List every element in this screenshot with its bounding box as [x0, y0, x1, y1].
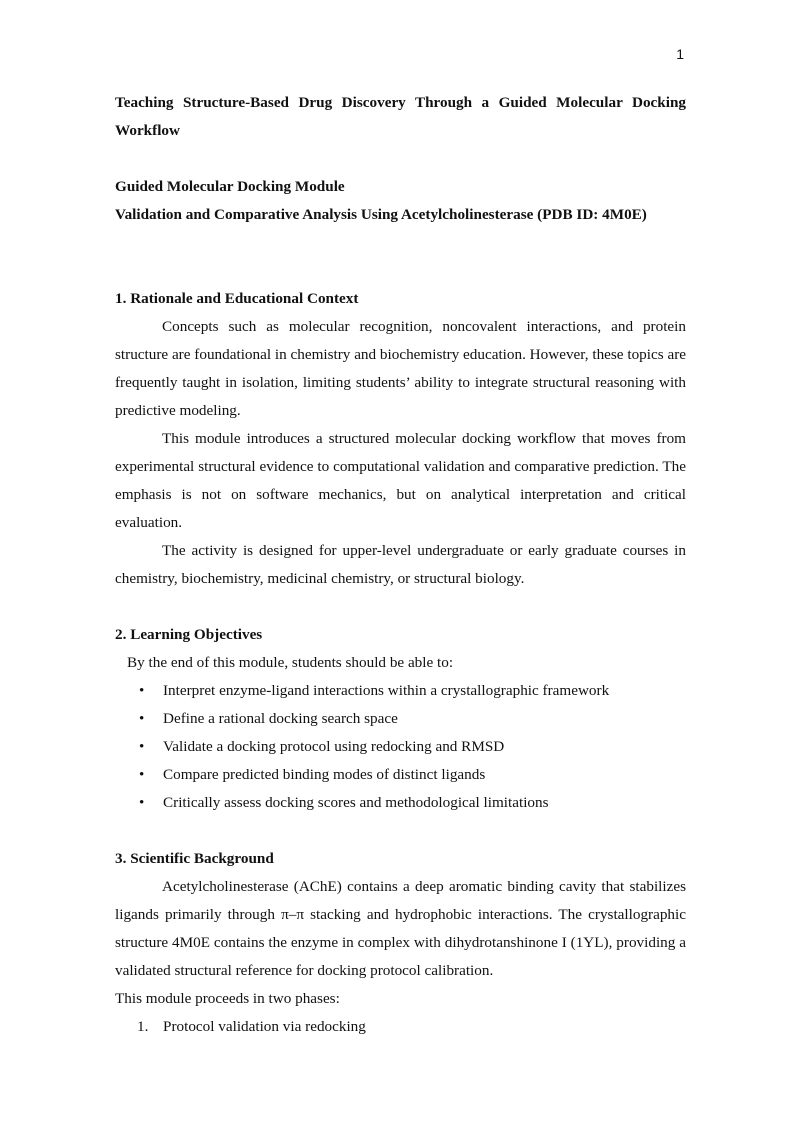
- module-subtitle: Validation and Comparative Analysis Using Acetylcholinesterase (PDB ID: 4M0E): [115, 206, 647, 223]
- section-1-paragraph: This module introduces a structured molecular docking workflow that moves from experimental structural evidence to computational validation and comparative prediction. The emphasis is not on software mechanics, but on analytical interpretation and critical evaluation.: [115, 430, 686, 531]
- list-item: [115, 789, 686, 817]
- section-1-heading: 1. Rationale and Educational Context: [115, 290, 359, 307]
- module-title: Guided Molecular Docking Module: [115, 178, 345, 195]
- list-number: 1.: [137, 1018, 149, 1035]
- list-item: [115, 705, 686, 733]
- bullet-icon: •: [139, 738, 145, 755]
- list-item-text: Validate a docking protocol using redocking and RMSD: [163, 738, 505, 755]
- document-title: Teaching Structure-Based Drug Discovery Through a Guided Molecular Docking Workflow: [115, 94, 686, 139]
- section-1-paragraph: Concepts such as molecular recognition, noncovalent interactions, and protein structure are foundational in chemistry and biochemistry education. However, these topics are frequently taught in isolation, limiting students’ ability to integrate structural reasoning with predictive modeling.: [115, 318, 686, 419]
- phases-intro: This module proceeds in two phases:: [115, 990, 340, 1007]
- bullet-icon: •: [139, 710, 145, 727]
- spacer: [115, 817, 686, 845]
- list-item-text: Protocol validation via redocking: [163, 1018, 366, 1035]
- list-item-text: Compare predicted binding modes of distinct ligands: [163, 766, 486, 783]
- section-3-paragraph: Acetylcholinesterase (AChE) contains a deep aromatic binding cavity that stabilizes ligands primarily through π–π stacking and hydrophobic interactions. The crystallographic structure 4M0E contains the enzyme in complex with dihydrotanshinone I (1YL), providing a validated structural reference for docking protocol calibration.: [115, 878, 686, 979]
- page-number: 1: [676, 46, 684, 62]
- list-item: [115, 677, 686, 705]
- bullet-icon: •: [139, 794, 145, 811]
- spacer: [115, 229, 686, 285]
- list-item-text: Define a rational docking search space: [163, 710, 398, 727]
- section-2-heading: 2. Learning Objectives: [115, 626, 263, 643]
- bullet-icon: •: [139, 766, 145, 783]
- list-item: [115, 761, 686, 789]
- spacer: [115, 593, 686, 621]
- objectives-list: [115, 677, 686, 817]
- objectives-intro: By the end of this module, students should be able to:: [127, 654, 454, 671]
- list-item: [115, 1013, 686, 1041]
- list-item-text: Interpret enzyme-ligand interactions within a crystallographic framework: [163, 682, 610, 699]
- document-body: [115, 89, 686, 1041]
- spacer: [115, 145, 686, 173]
- section-1-paragraph: The activity is designed for upper-level undergraduate or early graduate courses in chemistry, biochemistry, medicinal chemistry, or structural biology.: [115, 542, 686, 587]
- list-item-text: Critically assess docking scores and methodological limitations: [163, 794, 549, 811]
- bullet-icon: •: [139, 682, 145, 699]
- list-item: [115, 733, 686, 761]
- section-3-heading: 3. Scientific Background: [115, 850, 274, 867]
- phases-list: [115, 1013, 686, 1041]
